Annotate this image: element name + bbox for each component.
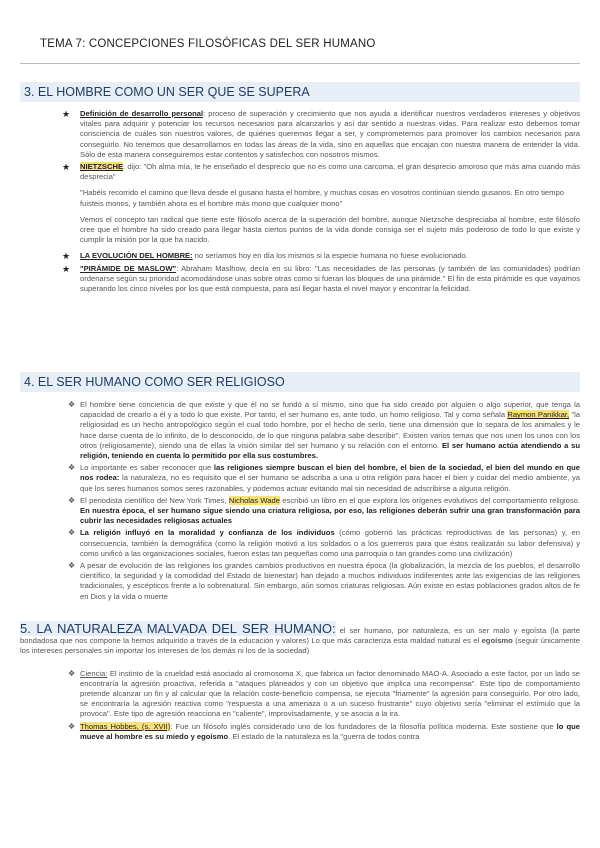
list-item [20, 528, 580, 559]
bold-text: egoísmo [481, 636, 513, 646]
section-5 [20, 621, 581, 744]
list-item [20, 400, 580, 461]
highlighted-name: Nicholas Wade [228, 495, 280, 505]
star-bullet-icon: ★ [62, 251, 71, 262]
item-text: . El estado de la naturaleza es la "guerra de todos contra [228, 731, 420, 741]
nietzsche-paragraph: Vemos el concepto tan radical que tiene este filósofo acerca de la superación del hombre, aunque Nietzsche despreciaba al hombre, este filósofo cree que el hombre ha sido creado para llegar hasta ciertos puntos de la vida donde consiga ser el sujeto más poderoso de todo lo que existe y cumplir la misión por la que ha nacido. [80, 214, 580, 245]
list-item [20, 561, 580, 602]
item-text: "la religiosidad es un hecho antropológico según el cual todo hombre, por el hecho de serlo, tiene una dimensión que lo separa de los animales y le hace darse cuenta de lo infinito, de lo desconocido, de lo que ninguna palabra sabe describir". Existen varios temas que nos unen los unos con los otros (religiosamente), siendo una de ellas la visión similar del ser humano y su relación con el entorno. [80, 410, 580, 450]
diamond-bullet-icon: ❖ [68, 721, 76, 731]
item-text: El hombre tiene conciencia de que existe y que él no se fundó a sí mismo, sino que ha sido creado por alguien o algo superior, que tenga la capacidad de crearlo a él y a todo lo que existe. Por tanto, el ser humano es, ante todo, un homo religioso. Tal y como señala [80, 400, 580, 420]
item-text: : Abraham Maslhow, decía en su libro: "Las necesidades de las personas (y también de las comunidades) podrían ordenarse según su prioridad acomodándose unas sobre otras como si fueran los bloques de una pirámide." El fin de esta pirámide es que vayamos superando los cinco niveles por los que está compuesta, para así llegar hasta el nivel mayor y encontrar la felicidad. [80, 263, 580, 294]
item-text: El periodista científico del New York Times, [80, 495, 229, 505]
diamond-bullet-icon: ❖ [68, 561, 76, 571]
item-text: no seríamos hoy en día los mismos si la especie humana no fuese evolucionado. [192, 251, 468, 261]
page-header: TEMA 7: CONCEPCIONES FILOSÓFICAS DEL SER HUMANO [40, 38, 376, 50]
bold-text: El ser humano actúa atendiendo a su religión, teniendo en cuenta lo permitido por ella sus costumbres. [80, 440, 580, 461]
diamond-bullet-icon: ❖ [68, 495, 76, 505]
section-4 [20, 372, 580, 604]
list-item [20, 722, 580, 742]
item-text: (cómo gobernó las prácticas reproductivas de las personas) y, en consecuencia, también la demográfica (como la religión motivó a los soldados o a los guerreros para que éstos realizarán su labor defensiva) y como unificó a las organizaciones sociales, fueron estas tan pequeñas como una parroquia o tan grandes como una civilización) [80, 528, 580, 558]
item-text: El instinto de la crueldad está asociado al cromosoma X, que fabrica un factor denominado MAO-A. Asociado a este factor, por un lado se encontraría la agresión proactiva, referida a "ataques planeados y con un objetivo que implica una recompensa". Este tipo de comportamiento pretende alcanzar un fin y al calcular que la relación coste-beneficio compensa, se ejecuta "friamente" la agresión para conseguirlo. Por otro lado, se encontraría la agresión reactiva como "respuesta a una amenaza o a un suceso frustrante" cuyo objetivo sería "eliminar el estímulo que la provoca". Este tipo de agresión reacciona en "caliente", improvisadamente, y se asocia a la ira. [80, 668, 580, 719]
diamond-bullet-icon: ❖ [68, 528, 76, 538]
bold-text: lo que mueve al hombre es su miedo y egoísmo [80, 721, 581, 741]
diamond-bullet-icon: ❖ [68, 400, 76, 409]
list-item [20, 496, 580, 527]
section-3 [20, 82, 580, 296]
star-bullet-icon: ★ [62, 263, 71, 274]
item-text: : Fue un filósofo inglés considerado uno de los fundadores de la filosofía política moderna. Este sostiene que [170, 721, 557, 731]
highlighted-name: Raymon Panikkar, [507, 410, 570, 420]
list-item [20, 109, 580, 160]
star-bullet-icon: ★ [62, 109, 71, 119]
bold-text: las religiones siempre buscan el bien del hombre, el bien de la sociedad, el bien del mundo en que nos rodea: [80, 463, 580, 483]
nietzsche-quote: "Habéis recorrido el camino que lleva desde el gusano hasta el hombre, y muchas cosas en vosotros continúan siendo gusanos. En otro tiempo fuisteis monos, y también ahora es el hombre más mono que cualquier mono" [80, 188, 564, 208]
highlighted-name: Thomas Hobbes, (s. XVII) [80, 721, 171, 731]
item-text: A pesar de evolución de las religiones los grandes cambios productivos en nuestra época (la globalización, la mezcla de los pueblos, el desarrollo científico, la seguridad y la comodidad del Estado de bienestar) han dejado a muchos individuos indiferentes ante las exigencias de las religiones tradicionales, y escépticos frente a lo sobrenatural. Sin embargo, aún somos criaturas religiosas. Aún existe en estas poblaciones grados altos de fe en Dios y la vida o muerte [80, 561, 580, 601]
item-text: escribió un libro en el que explora los orígenes evolutivos del comportamiento religioso. [279, 495, 580, 505]
list-item [20, 251, 580, 261]
header-divider [20, 63, 580, 64]
section-4-list [20, 400, 580, 602]
term: LA EVOLUCIÓN DEL HOMBRE: [80, 251, 193, 261]
term: Ciencia: [80, 668, 108, 678]
list-item [20, 264, 580, 295]
item-text: la naturaleza, no es requisito que el ser humano se adscriba a una u otra religión para hacer el bien y cuidar del medio ambiente, ya que los seres humanos somos seres razonables, y podemos actuar evitando mal sin necesidad de adscribirse a alguna religión. [80, 473, 580, 493]
bold-text: En nuestra época, el ser humano sigue siendo una criatura religiosa, por eso, las religiones deberán sufrir una gran transformación para cubrir las necesidades religiosas actuales [80, 506, 580, 526]
section-5-intro [20, 621, 580, 657]
section-3-list-2 [20, 251, 580, 294]
list-item [20, 162, 580, 182]
term: Definición de desarrollo personal [80, 109, 204, 118]
bold-text: La religión influyó en la moralidad y confianza de los individuos [80, 528, 335, 538]
section-3-heading: 3. EL HOMBRE COMO UN SER QUE SE SUPERA [20, 82, 580, 102]
diamond-bullet-icon: ❖ [68, 668, 76, 678]
list-item [20, 669, 580, 720]
term: "PIRÁMIDE DE MASLOW" [80, 263, 177, 273]
item-text: Lo importante es saber reconocer que [80, 463, 214, 473]
star-bullet-icon: ★ [62, 162, 71, 173]
item-text: : dijo: "Oh alma mía, te he enseñado el desprecio que no es como una carcoma, el gran desprecio amoroso que más ama cuando más desprecia" [80, 162, 580, 182]
item-text: : proceso de superación y crecimiento que nos ayuda a identificar nuestros verdaderos intereses y objetivos vitales para adquirir y potenciar los recursos necesarios para alcanzarlos y así dar sentido a nuestras vidas. Para realizar esto debemos tomar consciencia de cuáles son nuestros valores, de quiénes queremos llegar a ser, y comprometernos para promover los cambios necesarios para conseguirlo. No tenemos que desarrollarnos en todas las áreas de la vida, sino en aquellas que encajan con nuestra manera de entender la vida. Sólo de esta manera conseguiremos estar contentos y satisfechos con nosotros mismos. [80, 109, 581, 159]
term: NIETZSCHE [80, 162, 124, 172]
intro-text: el ser humano, por naturaleza, es un ser malo y egoísta (la parte bondadosa que nos compone la hemos adquirido a través de la educación y valores) Lo que más caracteriza esta maldad natural es el [20, 626, 580, 646]
diamond-bullet-icon: ❖ [68, 463, 76, 473]
section-4-heading: 4. EL SER HUMANO COMO SER RELIGIOSO [20, 372, 580, 392]
section-5-heading: 5. LA NATURALEZA MALVADA DEL SER HUMANO: [20, 621, 336, 636]
intro-text: (seguir únicamente los intereses personales sin importar los intereses de los demás ni los de la sociedad) [20, 636, 580, 656]
section-3-list [20, 109, 580, 182]
section-5-list [20, 669, 580, 742]
list-item [20, 463, 580, 494]
